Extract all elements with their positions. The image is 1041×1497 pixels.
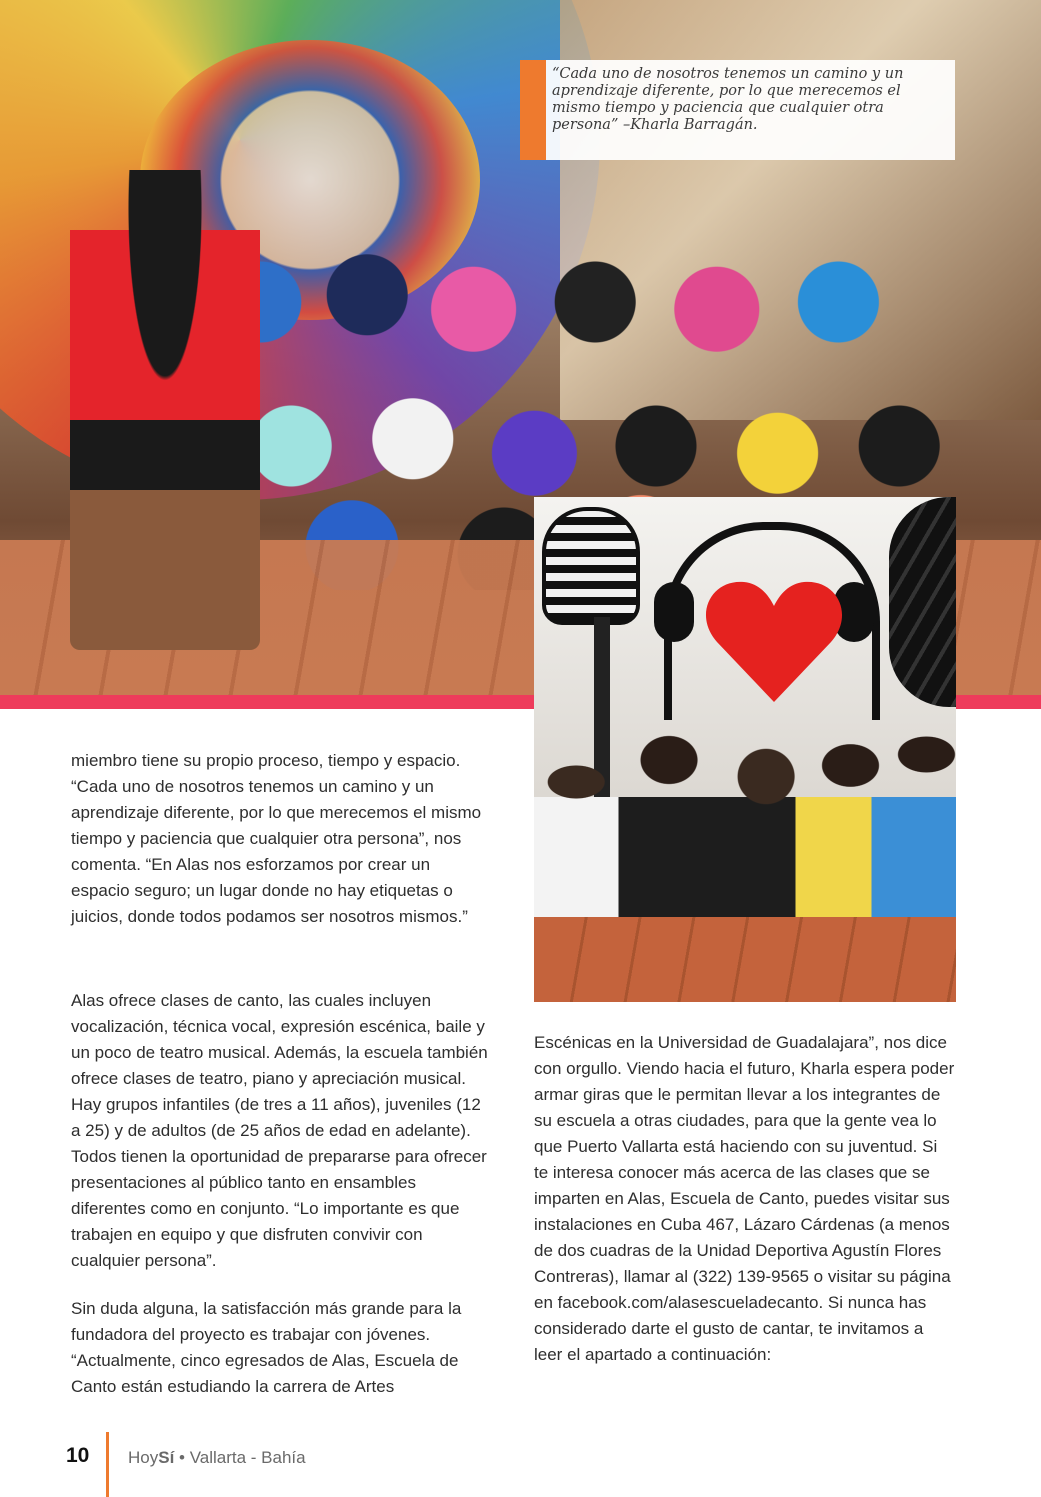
headphone-earcup-left — [654, 582, 694, 642]
article-paragraph: Sin duda alguna, la satisfacción más grande para la fundadora del proyecto es trabajar con jóvenes. “Actualmente, cinco egresados de Alas, Escuela de Canto están estudiando la carrera de Artes — [71, 1299, 462, 1396]
brand-prefix: Hoy — [128, 1448, 159, 1467]
article-paragraph-right: Escénicas en la Universidad de Guadalajara”, nos dice con orgullo. Viendo hacia el futuro, Kharla espera poder armar giras que le permitan llevar a los integrantes de su escuela a otras ciudades, para que la gente vea lo que Puerto Vallarta está haciendo con su juventud. Si te interesa conocer más acerca de las clases que se imparten en Alas, Escuela de Canto, puedes visitar sus instalaciones en Cuba 467, Lázaro Cárdenas (a menos de dos cuadras de la Unidad Deportiva Agustín Flores Contreras), llamar al (322) 139-9565 o visitar su página en facebook.com/alasescueladecanto. Si nunca has considerado darte el gusto de cantar, te invitamos a leer el apartado a continuación: — [534, 1033, 955, 1364]
footer-divider — [106, 1432, 109, 1497]
students-reading-photo — [534, 497, 956, 1002]
publication-name — [128, 1448, 306, 1468]
pull-quote-accent-bar — [520, 60, 546, 160]
pull-quote-text: “Cada uno de nosotros tenemos un camino y un aprendizaje diferente, por lo que merecemos el mismo tiempo y paciencia que cualquier otra persona” –Kharla Barragán. — [552, 66, 904, 133]
page-number: 10 — [66, 1444, 90, 1467]
choir-director — [70, 170, 260, 650]
article-paragraph: Alas ofrece clases de canto, las cuales incluyen vocalización, técnica vocal, expresión escénica, baile y un poco de teatro musical. Además, la escuela también ofrece clases de teatro, piano y apreciación musical. Hay grupos infantiles (de tres a 11 años), juveniles (12 a 25) y de adultos (de 25 años de edad en adelante). Todos tienen la oportunidad de prepararse para ofrecer presentaciones al público tanto en ensambles diferentes como en conjunto. “Lo importante es que trabajen en equipo y que disfruten convivir con cualquier persona”. — [71, 991, 488, 1270]
pull-quote — [520, 60, 955, 160]
brand-suffix: • Vallarta - Bahía — [174, 1448, 306, 1467]
heart-mural-icon — [699, 567, 849, 717]
brand-bold: Sí — [158, 1448, 175, 1467]
inset-tile-floor — [534, 917, 956, 1002]
wing-mural-icon — [889, 497, 956, 707]
article-paragraph: miembro tiene su propio proceso, tiempo y espacio. “Cada uno de nosotros tenemos un camino y un aprendizaje diferente, por lo que merecemos el mismo tiempo y paciencia que cualquier otra persona”, nos comenta. “En Alas nos esforzamos por crear un espacio seguro; un lugar donde no hay etiquetas o juicios, donde todos podamos ser nosotros mismos.” — [71, 751, 482, 926]
microphone-mural-icon — [542, 507, 640, 625]
